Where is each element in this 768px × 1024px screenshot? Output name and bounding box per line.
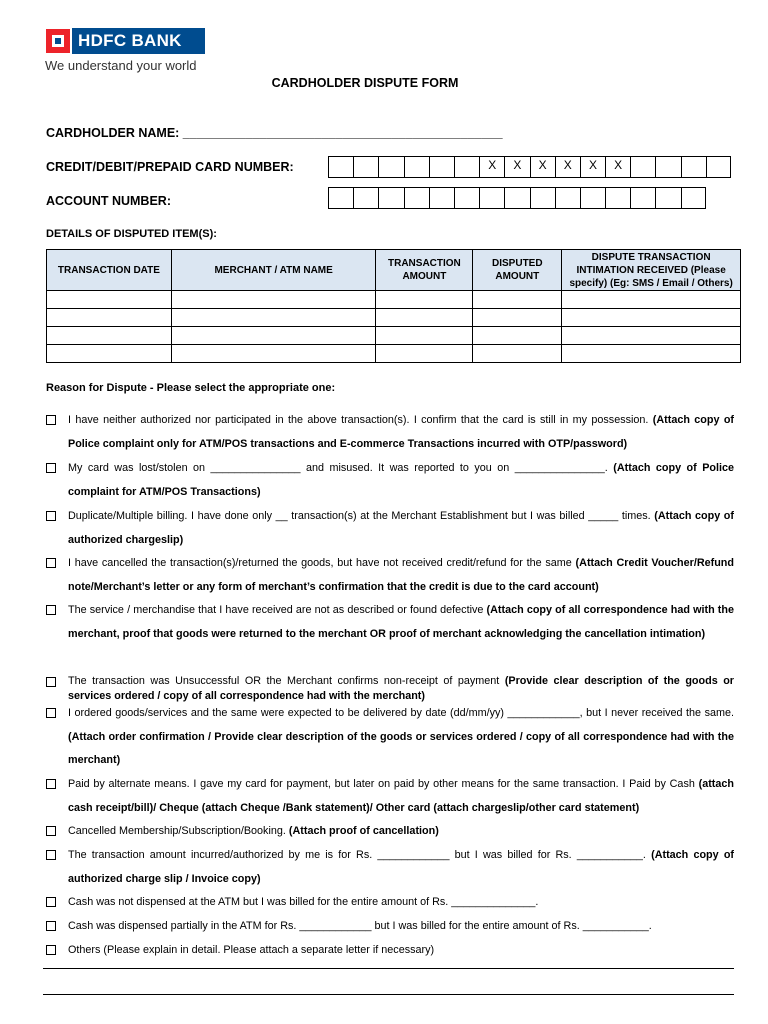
checkbox[interactable] [46,605,56,615]
form-title: CARDHOLDER DISPUTE FORM [271,76,459,90]
table-cell[interactable] [171,345,376,363]
checkbox[interactable] [46,677,56,687]
table-cell[interactable] [473,291,562,309]
checkbox[interactable] [46,945,56,955]
checkbox[interactable] [46,511,56,521]
reason-note: (attach cash receipt/bill)/ Cheque (attach Cheque /Bank statement)/ Other card (attach chargeslip/other card statement) [68,778,734,814]
card-digit-box[interactable] [681,156,706,178]
table-cell[interactable] [171,291,376,309]
table-cell[interactable] [376,345,473,363]
col-transaction-date: TRANSACTION DATE [47,250,172,291]
account-number-boxes[interactable] [328,187,706,209]
hdfc-bank-logo [45,28,205,54]
checkbox[interactable] [46,921,56,931]
card-digit-box[interactable] [454,156,479,178]
account-digit-box[interactable] [504,187,529,209]
card-digit-box[interactable] [655,156,680,178]
table-cell[interactable] [562,291,741,309]
reason-note: (Attach copy of authorized chargeslip) [68,510,734,546]
table-cell[interactable] [562,327,741,345]
brand-name: HDFC BANK [72,28,205,54]
reason-option-not-delivered[interactable] [46,702,734,773]
table-cell[interactable] [47,291,172,309]
table-cell[interactable] [562,345,741,363]
table-cell[interactable] [171,327,376,345]
others-explanation-line[interactable] [43,968,734,969]
card-digit-box[interactable] [706,156,731,178]
reason-text: I ordered goods/services and the same were expected to be delivered by date (dd/mm/yy) ____________, but I never received the same. [68,707,734,719]
table-cell[interactable] [47,309,172,327]
reason-text: I have neither authorized nor participated in the above transaction(s). I confirm that the card is still in my possession. [68,414,649,426]
card-digit-box[interactable]: X [605,156,630,178]
reason-text: Paid by alternate means. I gave my card for payment, but later on paid by other means for the same transaction. I Paid by Cash [68,778,695,790]
reason-heading: Reason for Dispute - Please select the appropriate one: [46,382,336,394]
col-disputed-amount: DISPUTED AMOUNT [473,250,562,291]
table-cell[interactable] [473,309,562,327]
table-row [47,345,741,363]
card-digit-box[interactable] [404,156,429,178]
checkbox[interactable] [46,708,56,718]
account-digit-box[interactable] [353,187,378,209]
card-digit-box[interactable]: X [479,156,504,178]
reason-option-unsuccessful[interactable] [46,674,734,704]
reason-note: (Attach copy of Police complaint only for ATM/POS transactions and E-commerce Transactions incurred with OTP/password) [68,414,735,450]
table-row [47,327,741,345]
reason-option-unauthorized[interactable] [46,409,734,456]
reason-note: (Attach copy of authorized charge slip / Invoice copy) [68,849,735,885]
account-digit-box[interactable] [479,187,504,209]
col-intimation-received: DISPUTE TRANSACTION INTIMATION RECEIVED (Please specify) (Eg: SMS / Email / Others) [562,250,741,291]
card-digit-box[interactable] [429,156,454,178]
account-digit-box[interactable] [404,187,429,209]
card-number-label: CREDIT/DEBIT/PREPAID CARD NUMBER: [46,160,294,174]
reason-note: (Attach Credit Voucher/Refund note/Merchant’s letter or any form of merchant’s confirmation that the credit is due to the card account) [68,557,734,593]
account-digit-box[interactable] [378,187,403,209]
reason-note: (Attach copy of all correspondence had with the merchant, proof that goods were returned to the merchant OR proof of merchant acknowledging the cancellation intimation) [68,604,735,640]
reason-option-alternate-means[interactable] [46,773,734,820]
reason-option-cancelled-returned[interactable] [46,552,734,599]
details-heading: DETAILS OF DISPUTED ITEM(S): [46,228,217,240]
account-digit-box[interactable] [630,187,655,209]
reason-note: (Attach proof of cancellation) [288,825,439,837]
col-transaction-amount: TRANSACTION AMOUNT [376,250,473,291]
table-cell[interactable] [47,327,172,345]
reason-text: Cancelled Membership/Subscription/Booking. [68,825,286,837]
reason-option-partial-dispense[interactable] [46,915,734,939]
table-cell[interactable] [376,309,473,327]
account-digit-box[interactable] [328,187,353,209]
card-digit-box[interactable]: X [530,156,555,178]
account-digit-box[interactable] [555,187,580,209]
account-digit-box[interactable] [605,187,630,209]
checkbox[interactable] [46,826,56,836]
others-explanation-line[interactable] [43,994,734,995]
col-merchant-atm-name: MERCHANT / ATM NAME [171,250,376,291]
reason-text: I have cancelled the transaction(s)/returned the goods, but have not received credit/refund for the same [68,557,572,569]
checkbox[interactable] [46,779,56,789]
reason-option-cash-not-dispensed[interactable] [46,891,734,915]
account-digit-box[interactable] [454,187,479,209]
reason-text: My card was lost/stolen on _______________ and misused. It was reported to you on _______________. [68,462,608,474]
account-digit-box[interactable] [655,187,680,209]
reason-option-defective[interactable] [46,599,734,646]
reason-option-amount-mismatch[interactable] [46,844,734,891]
reason-option-duplicate-billing[interactable] [46,505,734,552]
reason-text: Others (Please explain in detail. Please attach a separate letter if necessary) [68,944,435,956]
account-digit-box[interactable] [580,187,605,209]
table-cell[interactable] [473,345,562,363]
reason-option-others[interactable] [46,939,734,963]
reason-note: (Attach copy of Police complaint for ATM/POS Transactions) [68,462,734,498]
reason-note: (Provide clear description of the goods or services ordered / copy of all correspondence had with the merchant) [68,675,735,702]
reason-text: Cash was dispensed partially in the ATM for Rs. ____________ but I was billed for the entire amount of Rs. ___________. [68,920,652,932]
checkbox[interactable] [46,415,56,425]
table-cell[interactable] [171,309,376,327]
account-digit-box[interactable] [681,187,706,209]
checkbox[interactable] [46,463,56,473]
card-number-boxes[interactable] [328,156,731,178]
checkbox[interactable] [46,558,56,568]
card-digit-box[interactable] [353,156,378,178]
checkbox[interactable] [46,897,56,907]
table-header-row [47,250,741,291]
account-digit-box[interactable] [530,187,555,209]
reason-text: Cash was not dispensed at the ATM but I was billed for the entire amount of Rs. ______________. [68,896,539,908]
reason-text: The transaction amount incurred/authorized by me is for Rs. ____________ but I was billed for Rs. ___________. [68,849,646,861]
checkbox[interactable] [46,850,56,860]
reason-option-lost-stolen[interactable] [46,457,734,504]
account-digit-box[interactable] [429,187,454,209]
reason-text: Duplicate/Multiple billing. I have done only __ transaction(s) at the Merchant Establishment but I was billed _____ times. [68,510,651,522]
reason-option-cancelled-membership[interactable] [46,820,734,844]
cardholder-name-field[interactable]: CARDHOLDER NAME: ______________________________________________ [46,126,503,140]
table-cell[interactable] [473,327,562,345]
table-row [47,291,741,309]
disputed-items-table [46,249,741,363]
reason-note: (Attach order confirmation / Provide clear description of the goods or services ordered / copy of all correspondence had with the merchant) [68,730,734,766]
card-digit-box[interactable]: X [555,156,580,178]
card-digit-box[interactable] [328,156,353,178]
card-digit-box[interactable] [378,156,403,178]
table-row [47,309,741,327]
table-cell[interactable] [47,345,172,363]
card-digit-box[interactable] [630,156,655,178]
card-digit-box[interactable]: X [504,156,529,178]
reason-text: The transaction was Unsuccessful OR the Merchant confirms non-receipt of payment [68,675,500,687]
hdfc-logo-mark-icon [45,28,72,54]
card-digit-box[interactable]: X [580,156,605,178]
account-number-label: ACCOUNT NUMBER: [46,194,171,208]
reason-text: The service / merchandise that I have received are not as described or found defective [68,604,484,616]
table-cell[interactable] [562,309,741,327]
brand-tagline: We understand your world [45,58,197,73]
table-cell[interactable] [376,327,473,345]
table-cell[interactable] [376,291,473,309]
